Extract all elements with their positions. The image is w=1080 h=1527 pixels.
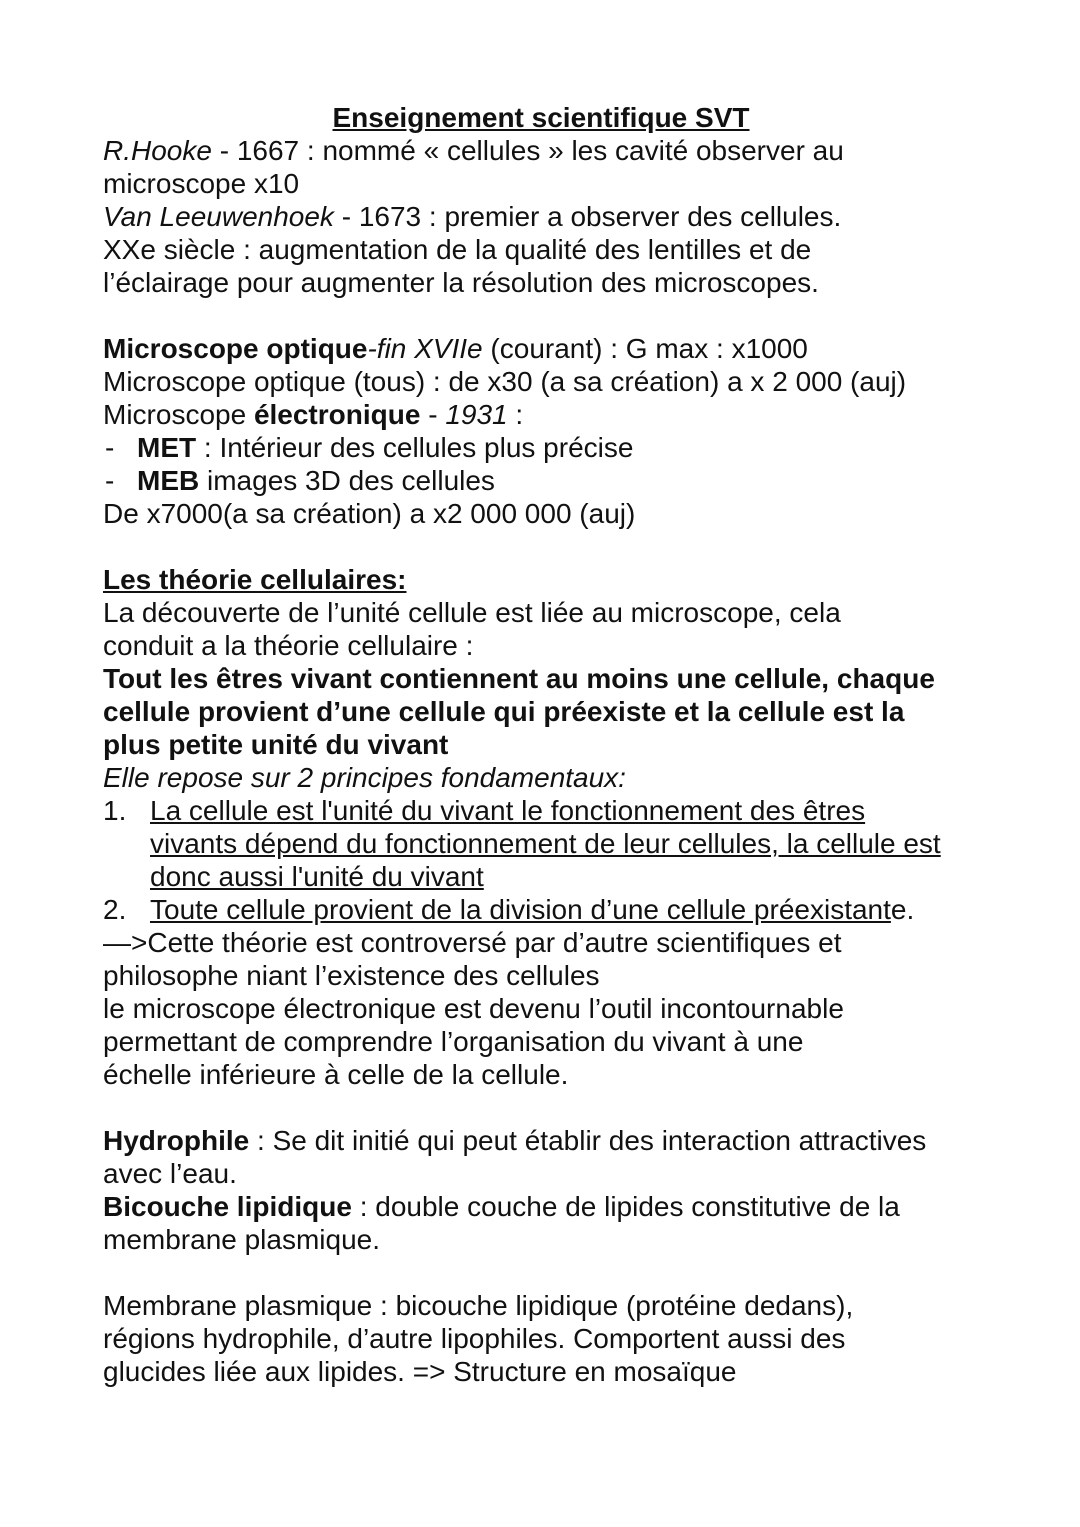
principle-text: La cellule est l'unité du vivant le fonctionnement des êtres vivants dépend du fonctionnement de leur cellules, la cellule est donc aussi l'unité du vivant [150,795,941,892]
leeuwenhoek-name: Van Leeuwenhoek [103,201,334,232]
spacer [103,1256,1003,1289]
section-heading-theorie: Les théorie cellulaires: [103,564,407,595]
met-label: MET [137,432,197,463]
bullet-dash: - [105,432,115,463]
hooke-line [103,134,1003,167]
hydrophile-term: Hydrophile [103,1125,250,1156]
optique-date: fin XVIIe [376,333,483,364]
hooke-line-2: microscope x10 [103,168,300,199]
document-page [103,101,1003,1388]
definition-hydrophile [103,1124,1003,1157]
definition-bicouche [103,1190,1003,1223]
elec-paragraph-2: permettant de comprendre l’organisation du vivant à une [103,1026,804,1057]
membrane-line-1: Membrane plasmique : bicouche lipidique (protéine dedans), [103,1290,854,1321]
principle-number: 2. [103,894,127,925]
optique-text: (courant) : G max : x1000 [482,333,808,364]
meb-text: images 3D des cellules [199,465,495,496]
spacer [103,299,1003,332]
bicouche-term: Bicouche lipidique [103,1191,352,1222]
principle-item-2 [103,893,1003,926]
optique-label: Microscope optique [103,333,368,364]
optique-line [103,332,1003,365]
elec-date: 1931 [445,399,508,430]
controverse-line-1: —>Cette théorie est controversé par d’autre scientifiques et [103,927,842,958]
leeuwenhoek-text: - 1673 : premier a observer des cellules. [333,201,842,232]
theorie-statement-1: Tout les êtres vivant contiennent au moins une cellule, chaque [103,663,935,694]
optique-sep: - [367,333,377,364]
list-item-meb [103,464,1003,497]
controverse-line-2: philosophe niant l’existence des cellules [103,960,600,991]
bullet-dash: - [105,465,115,496]
elec-label: électronique [253,399,421,430]
elec-prefix: Microscope [103,399,254,430]
spacer [103,1091,1003,1124]
principle-number: 1. [103,795,127,826]
elec-suffix: : [507,399,524,430]
hooke-name: R.Hooke [103,135,212,166]
met-text: : Intérieur des cellules plus précise [196,432,634,463]
leeuwenhoek-line [103,200,1003,233]
electronique-range-line: De x7000(a sa création) a x2 000 000 (auj) [103,498,636,529]
meb-label: MEB [137,465,200,496]
page-title: Enseignement scientifique SVT [332,102,750,133]
xxe-line-2: l’éclairage pour augmenter la résolution des microscopes. [103,267,819,298]
hooke-text: - 1667 : nommé « cellules » les cavité observer au [211,135,844,166]
theorie-statement-3: plus petite unité du vivant [103,729,449,760]
elec-paragraph-1: le microscope électronique est devenu l’outil incontournable [103,993,844,1024]
theorie-intro-1: La découverte de l’unité cellule est liée au microscope, cela [103,597,841,628]
definition-hydrophile-2: avec l’eau. [103,1158,237,1189]
membrane-line-3: glucides liée aux lipides. => Structure en mosaïque [103,1356,737,1387]
hydrophile-text: : Se dit initié qui peut établir des interaction attractives [249,1125,927,1156]
principle-text-tail: e. [890,894,915,925]
principle-text: Toute cellule provient de la division d’une cellule préexistant [150,894,891,925]
definition-bicouche-2: membrane plasmique. [103,1224,381,1255]
principles-intro: Elle repose sur 2 principes fondamentaux: [103,762,626,793]
list-item-met [103,431,1003,464]
elec-paragraph-3: échelle inférieure à celle de la cellule. [103,1059,569,1090]
principle-item-1 [103,794,1003,893]
theorie-statement-2: cellule provient d’une cellule qui préexiste et la cellule est la [103,696,905,727]
electronique-line [103,398,1003,431]
optique-tous-line: Microscope optique (tous) : de x30 (a sa création) a x 2 000 (auj) [103,366,907,397]
bicouche-text: : double couche de lipides constitutive de la [351,1191,900,1222]
theorie-intro-2: conduit a la théorie cellulaire : [103,630,474,661]
elec-sep: - [420,399,446,430]
spacer [103,530,1003,563]
membrane-line-2: régions hydrophile, d’autre lipophiles. Comportent aussi des [103,1323,846,1354]
xxe-line-1: XXe siècle : augmentation de la qualité des lentilles et de [103,234,812,265]
